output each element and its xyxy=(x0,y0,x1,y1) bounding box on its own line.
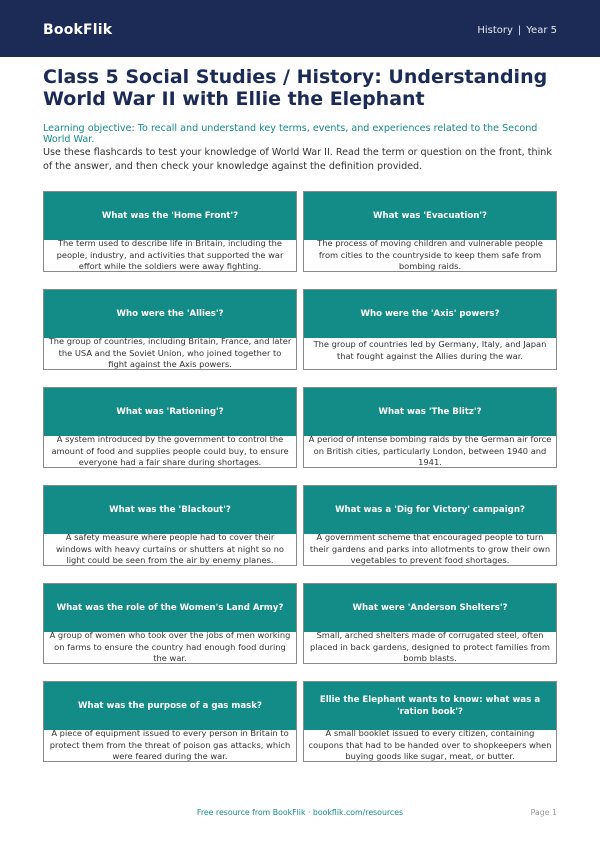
page-number: Page 1 xyxy=(530,808,557,817)
flashcard[interactable] xyxy=(43,485,297,566)
flashcard-answer: The process of moving children and vulnerable people from cities to the countryside to keep them safe from bombing raids. xyxy=(317,238,543,272)
flashcard-question: What was 'The Blitz'? xyxy=(304,388,556,436)
breadcrumb-year[interactable]: Year 5 xyxy=(526,25,557,36)
flashcard[interactable] xyxy=(303,387,557,468)
flashcard-answer: A system introduced by the government to control the amount of food and supplies people could buy, to ensure everyone had a fair share during shortages. xyxy=(51,434,289,468)
flashcard-answer: The group of countries led by Germany, Italy, and Japan that fought against the Allies during the war. xyxy=(313,339,547,361)
flashcard-question: What was the 'Blackout'? xyxy=(44,486,296,534)
flashcard-answer: A period of intense bombing raids by the German air force on British cities, particularly London, between 1940 and 1941. xyxy=(308,434,552,468)
flashcard-question: What was a 'Dig for Victory' campaign? xyxy=(304,486,556,534)
flashcard-answer: A small booklet issued to every citizen, containing coupons that had to be handed over to shopkeepers when buying goods like sugar, meat, or butter. xyxy=(308,728,552,762)
flashcard-question: What was the role of the Women's Land Army? xyxy=(44,584,296,632)
flashcard-question: Who were the 'Axis' powers? xyxy=(304,290,556,338)
footer-link[interactable]: Free resource from BookFlik · bookflik.com/resources xyxy=(196,808,404,817)
breadcrumb-subject[interactable]: History xyxy=(477,25,513,36)
flashcard-question: What was the 'Home Front'? xyxy=(44,192,296,240)
flashcard[interactable] xyxy=(43,681,297,762)
flashcard-answer: A group of women who took over the jobs of men working on farms to ensure the country had enough food during the war. xyxy=(49,630,291,664)
flashcard-answer: The term used to describe life in Britain, including the people, industry, and activities that supported the war effort while the soldiers were away fighting. xyxy=(56,238,284,272)
flashcard[interactable] xyxy=(303,583,557,664)
intro-paragraph: Use these flashcards to test your knowledge of World War II. Read the term or question on the front, think of the answer, and then check your knowledge against the definition provided. xyxy=(43,147,552,172)
flashcard-answer: The group of countries, including Britain, France, and later the USA and the Soviet Union, who joined together to fight against the Axis powers. xyxy=(48,336,292,370)
top-header-bar xyxy=(0,0,600,57)
flashcard-question: What was 'Rationing'? xyxy=(44,388,296,436)
flashcard-question: Who were the 'Allies'? xyxy=(44,290,296,338)
flashcard-question: What were 'Anderson Shelters'? xyxy=(304,584,556,632)
flashcard-answer: A government scheme that encouraged people to turn their gardens and parks into allotments to grow their own vegetables to prevent food shortages. xyxy=(309,532,551,566)
flashcard[interactable] xyxy=(43,191,297,272)
flashcard-question: What was the purpose of a gas mask? xyxy=(44,682,296,730)
flashcard-answer: A safety measure where people had to cover their windows with heavy curtains or shutters at night so no light could be seen from the air by enemy planes. xyxy=(56,532,284,566)
flashcard[interactable] xyxy=(303,485,557,566)
flashcard-answer: Small, arched shelters made of corrugated steel, often placed in back gardens, designed to protect families from bomb blasts. xyxy=(310,630,550,664)
flashcard-question: Ellie the Elephant wants to know: what was a 'ration book'? xyxy=(304,682,556,730)
flashcard-question: What was 'Evacuation'? xyxy=(304,192,556,240)
flashcard-answer: A piece of equipment issued to every person in Britain to protect them from the threat of poison gas attacks, which were feared during the war. xyxy=(49,728,291,762)
flashcard[interactable] xyxy=(43,583,297,664)
learning-objective: Learning objective: To recall and understand key terms, events, and experiences related to the Second World War. xyxy=(43,123,538,145)
brand-logo[interactable]: BookFlik xyxy=(43,22,113,38)
page-title: Class 5 Social Studies / History: Understanding World War II with Ellie the Elephant xyxy=(43,66,548,110)
breadcrumb xyxy=(477,25,557,36)
flashcard[interactable] xyxy=(43,387,297,468)
flashcard[interactable] xyxy=(43,289,297,370)
breadcrumb-separator: | xyxy=(517,25,522,36)
flashcard[interactable] xyxy=(303,289,557,370)
flashcard[interactable] xyxy=(303,191,557,272)
flashcard[interactable] xyxy=(303,681,557,762)
